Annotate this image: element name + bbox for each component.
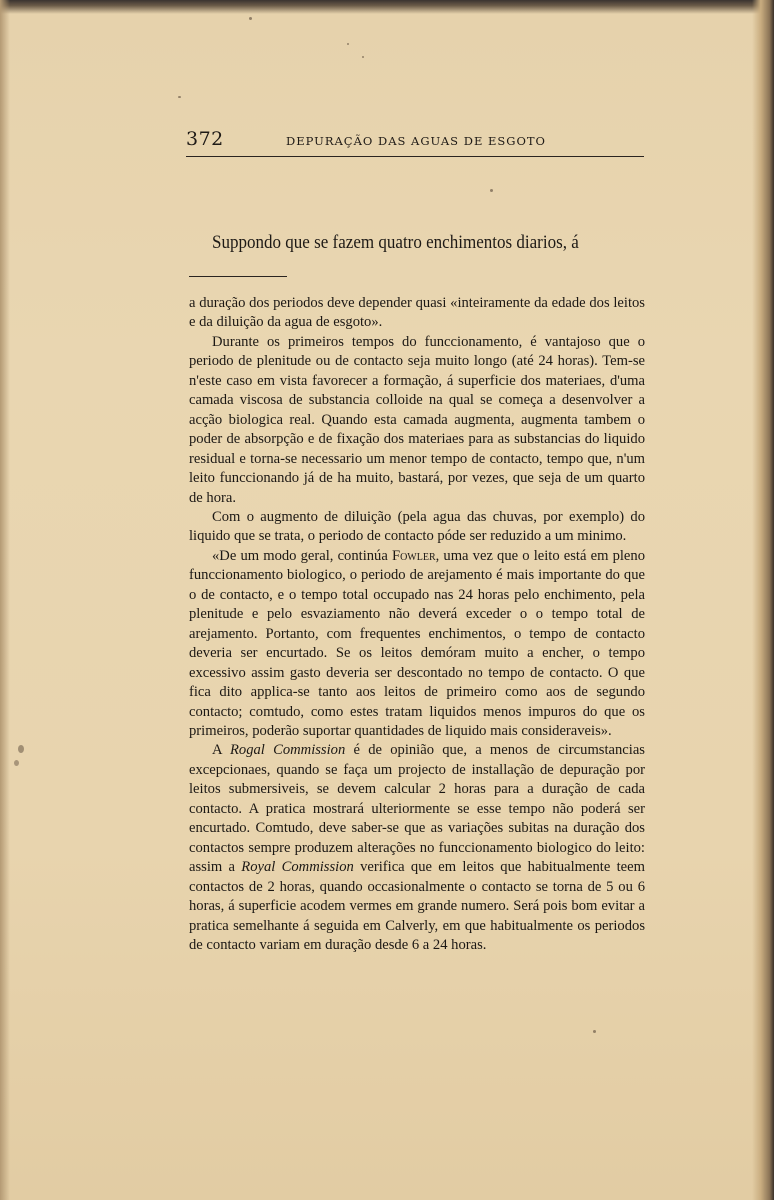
paragraph-5-start: A [212, 742, 230, 759]
paragraph-3: Com o augmento de diluição (pela agua das chuvas, por exemplo) do liquido que se trata, o periodo de contacto póde ser reduzido a um minimo. [189, 508, 645, 545]
sidenote-text: Suppondo que se fazem quatro enchimentos diarios, á [212, 233, 579, 253]
running-title: DEPURAÇÃO DAS AGUAS DE ESGOTO [286, 134, 546, 148]
body-text [189, 294, 645, 955]
commission-name-1: Rogal Commission [229, 742, 346, 759]
paragraph-4-start: «De um modo geral, continúa [212, 547, 392, 564]
author-name: Fowler [391, 547, 436, 564]
paragraph-5-middle: é de opinião que, a menos de circumstancias excepcionaes, quando se faça um projecto de installação de depuração por leitos submersiveis, se devem calcular 2 horas para a duração de cada contacto. A pratica mostrará ulteriormente se esse tempo não poderá ser encurtado. Comtudo, deve saber-se que as variações subitas na duração dos contactos sempre produzem alterações no funccionamento biologico do leito: assim a [189, 742, 645, 876]
paragraph-5-end: verifica que em leitos que habitualmente teem contactos de 2 horas, quando occasionalmente o contacto se torna de 5 ou 6 horas, á superficie acodem vermes em grande numero. Será pois bom evitar a pratica semelhante á seguida em Calverly, em que habitualmente os periodos de contacto variam em duração desde 6 a 24 horas. [189, 859, 645, 953]
paragraph-2: Durante os primeiros tempos do funccionamento, é vantajoso que o periodo de plenitude ou de contacto seja muito longo (até 24 horas). Tem-se n'este caso em vista favorecer a formação, á superficie dos materiaes, d'uma camada viscosa de substancia colloide na qual se começa a desenvolver a acção biologica real. Quando esta camada augmenta, augmenta tambem o poder de absorpção e de fixação dos materiaes para as substancias do liquido residual e torna-se necessario um menor tempo de contacto, tempo que, n'um leito funccionando já de ha muito, bastará, por vezes, que seja de um quarto de hora. [189, 333, 645, 506]
footnote-rule [189, 276, 287, 277]
paragraph-5 [189, 741, 645, 955]
page-left-edge [0, 0, 10, 1200]
commission-name-2: Royal Commission [241, 859, 354, 876]
paragraph-4-end: , uma vez que o leito está em pleno funccionamento biologico, o periodo de arejamento é mais importante do que o de contacto, e o tempo total occupado nas 24 horas pelo enchimento, pela plenitude e pelo esvaziamento não deverá exceder o o tempo total de arejamento. Portanto, com frequentes enchimentos, o tempo de contacto deveria ser encurtado. Se os leitos demóram muito a encher, o tempo excessivo assim gasto deveria ser descontado no tempo de contacto. O que fica dito applica-se tanto aos leitos de primeiro como aos de segundo contacto; comtudo, como estes tratam liquidos menos impuros do que os primeiros, poderão suportar quantidades de liquido mais consideraveis». [189, 547, 645, 739]
page-number: 372 [186, 128, 224, 150]
paragraph-1: a duração dos periodos deve depender quasi «inteiramente da edade dos leitos e da diluição da agua de esgoto». [189, 295, 645, 331]
paragraph-4 [189, 547, 645, 742]
page-header [186, 128, 644, 157]
